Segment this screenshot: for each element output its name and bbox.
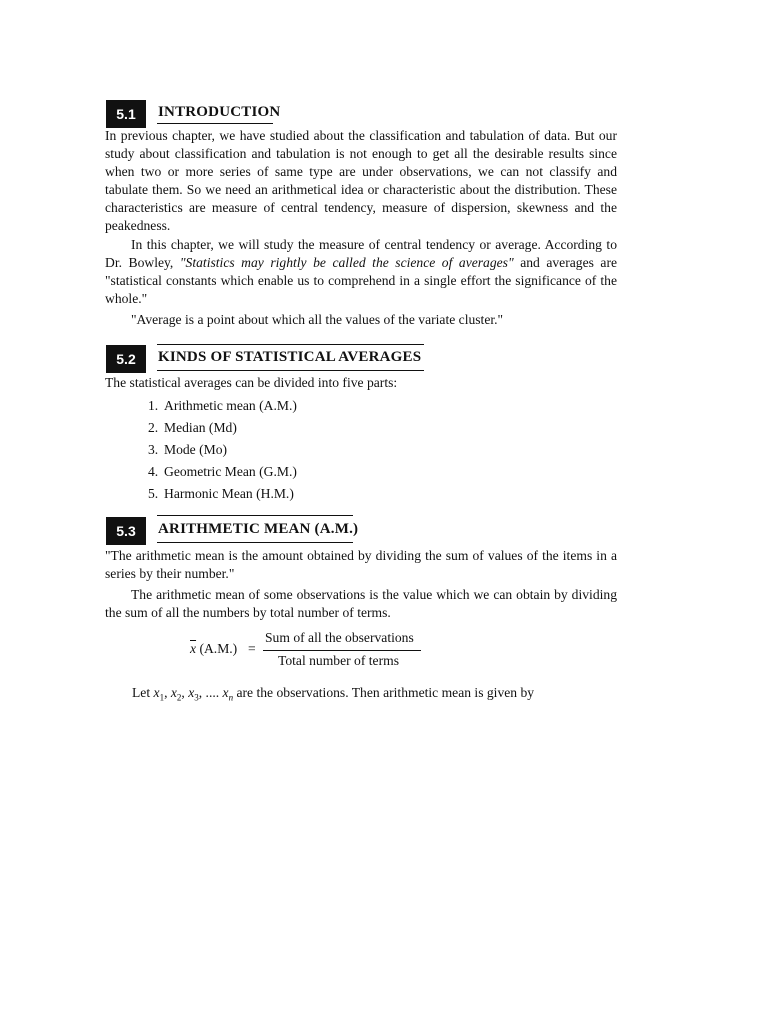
heading-underline xyxy=(157,123,273,124)
kinds-lead: The statistical averages can be divided into five parts: xyxy=(105,375,398,390)
fraction-bar xyxy=(263,650,421,651)
list-item: 2. Median (Md) xyxy=(148,420,237,435)
averages-list xyxy=(148,397,297,507)
x-bar-symbol: $\overline{x}$ xyxy=(190,641,197,656)
section-title: ARITHMETIC MEAN (A.M.) xyxy=(158,521,359,537)
intro-text-b: and averages are "statistical constants which enable us to comprehend in a single effort the significance of the whole." xyxy=(105,255,618,306)
intro-paragraph-3: "Average is a point about which all the values of the variate cluster." xyxy=(131,312,504,327)
section-number: 5.3 xyxy=(106,517,146,545)
observations-line: Let $x_1$, $x_2$, $x_3$, .... $x_n$ are the observations. Then arithmetic mean is given by xyxy=(132,684,535,703)
section-heading-5-2 xyxy=(106,345,626,373)
list-item: 4. Geometric Mean (G.M.) xyxy=(148,464,297,479)
heading-overline xyxy=(157,515,353,516)
list-item: 3. Mode (Mo) xyxy=(148,442,228,457)
section-title: INTRODUCTION xyxy=(158,104,281,120)
list-item: 1. Arithmetic mean (A.M.) xyxy=(148,398,297,413)
list-item: 5. Harmonic Mean (H.M.) xyxy=(148,486,294,501)
bowley-quote: "Statistics may rightly be called the science of averages" xyxy=(179,255,514,270)
formula-denominator: Total number of terms xyxy=(278,653,399,668)
equals-sign: = xyxy=(248,641,256,656)
intro-paragraph-2 xyxy=(105,236,617,308)
intro-text-a: In this chapter, we will study the measure of central tendency or average. According to Dr. Bowley, xyxy=(105,237,617,270)
heading-underline xyxy=(157,542,353,543)
section-heading-5-3 xyxy=(106,517,626,545)
section-number: 5.2 xyxy=(106,345,146,373)
heading-underline xyxy=(157,370,424,371)
formula-numerator: Sum of all the observations xyxy=(265,630,414,645)
am-paragraph: The arithmetic mean of some observations is the value which we can obtain by dividing the sum of all the numbers by total number of terms. xyxy=(105,587,617,620)
am-definition: "The arithmetic mean is the amount obtained by dividing the sum of values of the items in a series by their number." xyxy=(105,548,617,581)
section-title: KINDS OF STATISTICAL AVERAGES xyxy=(158,349,422,365)
intro-paragraph-1: In previous chapter, we have studied about the classification and tabulation of data. But our study about classification and tabulation is not enough to get all the desirable results since when two or more series of same type are under observations, we can not classify and tabulate them. So we need an arithmetical idea or characteristic about the distribution. These characteristics are measure of central tendency, measure of dispersion, skewness and the peakedness. xyxy=(105,128,617,233)
formula-lhs: $\overline{x}$ (A.M.) xyxy=(190,641,238,656)
section-number: 5.1 xyxy=(106,100,146,128)
